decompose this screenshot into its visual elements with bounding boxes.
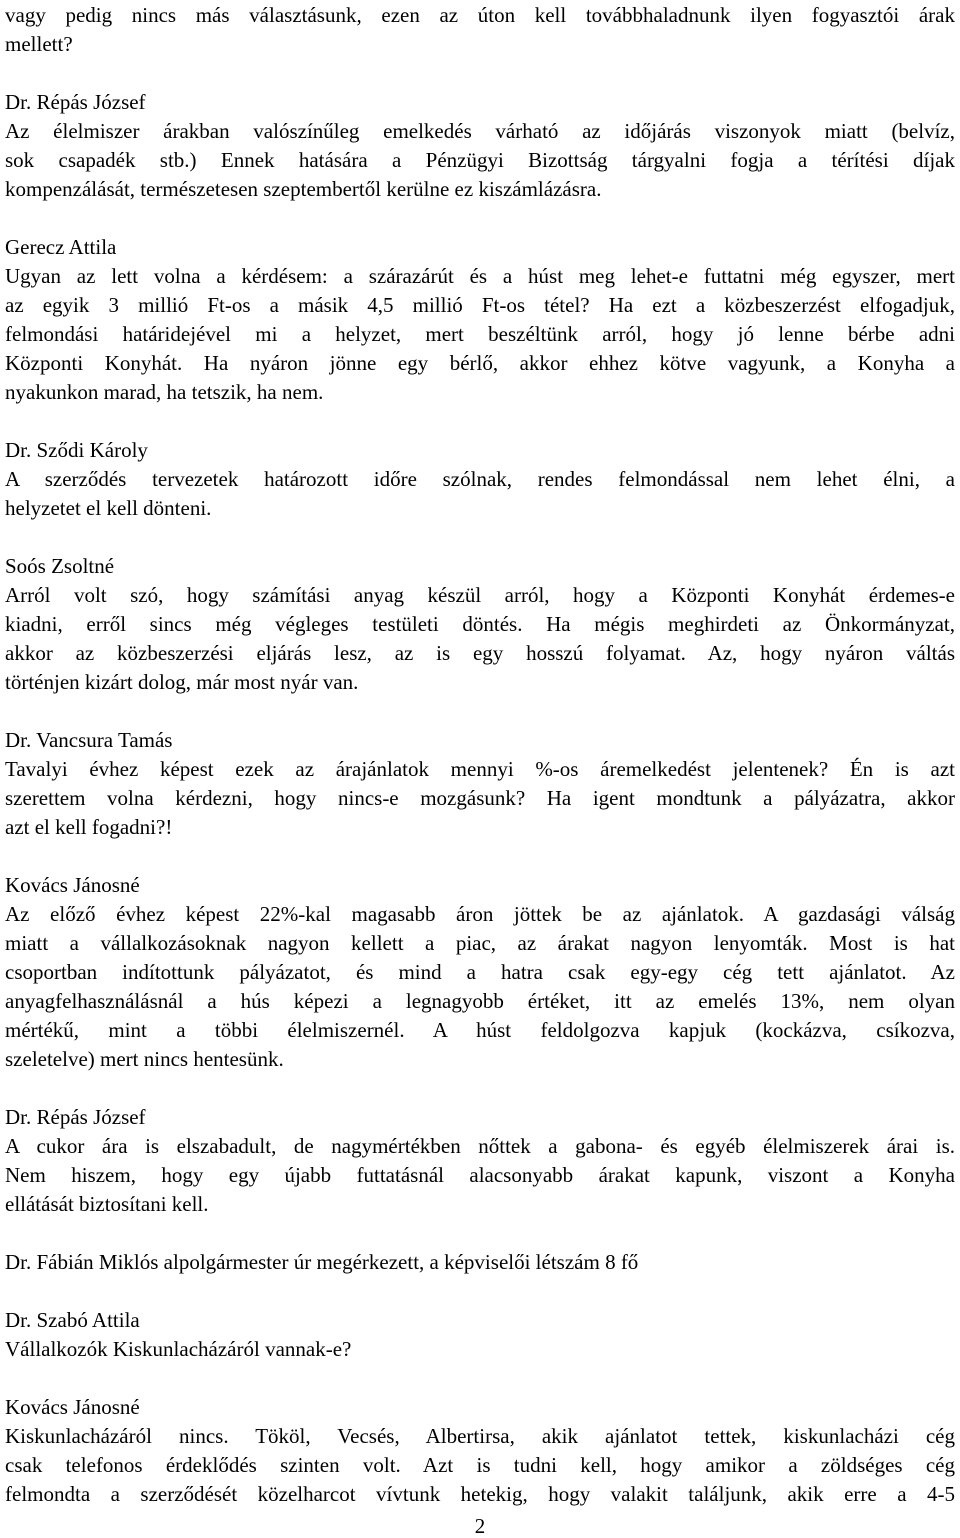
text-line: Vállalkozók Kiskunlacházáról vannak-e? — [5, 1337, 352, 1361]
text-line: Az előző évhez képest 22%-kal magasabb áron jöttek be az ajánlatok. A gazdasági válság — [5, 902, 955, 926]
text-line: A szerződés tervezetek határozott időre szólnak, rendes felmondással nem lehet élni, a — [5, 467, 955, 491]
speaker-name: Kovács Jánosné — [5, 873, 140, 897]
text-line: az egyik 3 millió Ft-os a másik 4,5 millió Ft-os tétel? Ha ezt a közbeszerzést elfogadjuk, — [5, 293, 955, 317]
text-line: Ugyan az lett volna a kérdésem: a szárazárút és a húst meg lehet-e futtatni még egyszer, mert — [5, 264, 955, 288]
paragraph — [5, 1248, 955, 1277]
text-line: csoportban indítottunk pályázatot, és mind a hatra csak egy-egy cég tett ajánlatot. Az — [5, 960, 955, 984]
text-line: felmondási határidejével mi a helyzet, mert beszéltünk arról, hogy jó lenne bérbe adni — [5, 322, 955, 346]
speaker-block — [5, 436, 955, 523]
text-line: szerettem volna kérdezni, hogy nincs-e mozgásunk? Ha igent mondtunk a pályázatra, akkor — [5, 786, 955, 810]
speaker-block — [5, 552, 955, 697]
text-line: csak telefonos érdeklődés szinten volt. Azt is tudni kell, hogy amikor a zöldséges cég — [5, 1453, 955, 1477]
speaker-block — [5, 1306, 955, 1364]
text-line: Dr. Fábián Miklós alpolgármester úr megérkezett, a képviselői létszám 8 fő — [5, 1250, 639, 1274]
text-line: miatt a vállalkozásoknak nagyon kellett a piac, az árakat nagyon lenyomták. Most is hat — [5, 931, 955, 955]
speaker-name: Dr. Vancsura Tamás — [5, 728, 173, 752]
text-line: kiadni, erről sincs még végleges testületi döntés. Ha mégis meghirdeti az Önkormányzat, — [5, 612, 955, 636]
speaker-block — [5, 1393, 955, 1509]
page-number: 2 — [474, 1514, 486, 1538]
speaker-block — [5, 1103, 955, 1219]
speaker-name: Kovács Jánosné — [5, 1395, 140, 1419]
speaker-name: Soós Zsoltné — [5, 554, 115, 578]
text-line: ellátását biztosítani kell. — [5, 1192, 209, 1216]
speaker-block — [5, 233, 955, 407]
text-line: vagy pedig nincs más választásunk, ezen az úton kell továbbhaladnunk ilyen fogyasztói árak — [5, 3, 955, 27]
text-line: azt el kell fogadni?! — [5, 815, 173, 839]
text-line: kompenzálását, természetesen szeptembertől kerülne ez kiszámlázásra. — [5, 177, 602, 201]
text-line: anyagfelhasználásnál a hús képezi a legnagyobb értéket, itt az emelés 13%, nem olyan — [5, 989, 955, 1013]
text-line: Nem hiszem, hogy egy újabb futtatásnál alacsonyabb árakat kapunk, viszont a Konyha — [5, 1163, 955, 1187]
text-line: mértékű, mint a többi élelmiszernél. A húst feldolgozva kapjuk (kockázva, csíkozva, — [5, 1018, 955, 1042]
speaker-block — [5, 88, 955, 204]
text-line: Arról volt szó, hogy számítási anyag készül arról, hogy a Központi Konyhát érdemes-e — [5, 583, 955, 607]
speaker-name: Gerecz Attila — [5, 235, 117, 259]
speaker-name: Dr. Répás József — [5, 90, 146, 114]
text-line: nyakunkon marad, ha tetszik, ha nem. — [5, 380, 324, 404]
speaker-name: Dr. Szabó Attila — [5, 1308, 140, 1332]
text-line: szeletelve) mert nincs hentesünk. — [5, 1047, 284, 1071]
text-line: A cukor ára is elszabadult, de nagymértékben nőttek a gabona- és egyéb élelmiszerek árai is. — [5, 1134, 955, 1158]
text-line: mellett? — [5, 32, 73, 56]
text-line: Tavalyi évhez képest ezek az árajánlatok mennyi %-os áremelkedést jelentenek? Én is azt — [5, 757, 955, 781]
speaker-block — [5, 726, 955, 842]
text-line: felmondta a szerződését közelharcot vívtunk hetekig, hogy valakit találjunk, akik erre a 4-5 — [5, 1482, 955, 1506]
text-line: Központi Konyhát. Ha nyáron jönne egy bérlő, akkor ehhez kötve vagyunk, a Konyha a — [5, 351, 955, 375]
text-line: sok csapadék stb.) Ennek hatására a Pénzügyi Bizottság tárgyalni fogja a térítési díjak — [5, 148, 955, 172]
speaker-name: Dr. Répás József — [5, 1105, 146, 1129]
text-line: Az élelmiszer árakban valószínűleg emelkedés várható az időjárás viszonyok miatt (belvíz, — [5, 119, 955, 143]
text-line: Kiskunlacházáról nincs. Tököl, Vecsés, Albertirsa, akik ajánlatot tettek, kiskunlacházi cég — [5, 1424, 955, 1448]
text-line: helyzetet el kell dönteni. — [5, 496, 212, 520]
speaker-block — [5, 871, 955, 1074]
document-page — [5, 1, 955, 1509]
paragraph — [5, 1, 955, 59]
text-line: történjen kizárt dolog, már most nyár van. — [5, 670, 359, 694]
speaker-name: Dr. Sződi Károly — [5, 438, 148, 462]
text-line: akkor az közbeszerzési eljárás lesz, az is egy hosszú folyamat. Az, hogy nyáron váltás — [5, 641, 955, 665]
